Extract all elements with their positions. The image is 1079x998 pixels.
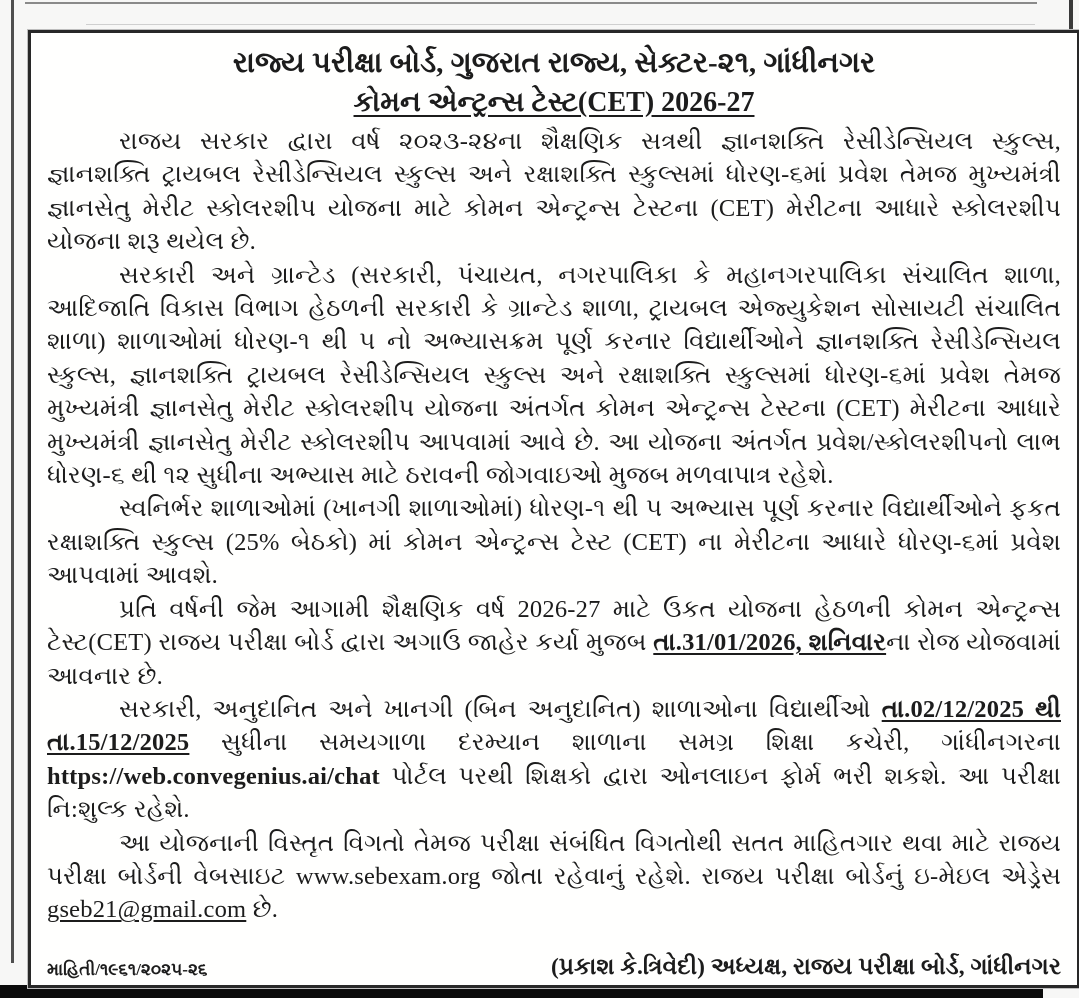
notice-subtitle	[47, 85, 1061, 121]
text-segment: ના રોજ યોજવામાં આવનાર છે.	[47, 629, 1061, 690]
paragraph-private-schools	[47, 492, 1061, 592]
chairman-signature: (પ્રકાશ કે.ત્રિવેદી) અધ્યક્ષ, રાજય પરીક્ષા બોર્ડ, ગાંધીનગર	[550, 954, 1061, 980]
document-footer	[47, 953, 1061, 981]
notice-subtitle-text: કોમન એન્ટ્રન્સ ટેસ્ટ(CET) 2026-27	[353, 87, 755, 118]
notice-document	[28, 30, 1079, 988]
paragraph-exam-date	[47, 593, 1061, 693]
text-segment: https://web.convegenius.ai/chat	[47, 762, 380, 790]
paragraph-registration	[47, 693, 1061, 827]
text-segment: તા.31/01/2026, શનિવાર	[653, 629, 887, 657]
text-segment: આ યોજનાની વિસ્તૃત વિગતો તેમજ પરીક્ષા સંબંધિત વિગતોથી સતત માહિતગાર થવા માટે રાજય પરીક્ષા બોર્ડની વેબસાઇટ	[47, 829, 1061, 890]
board-title: રાજ્ય પરીક્ષા બોર્ડ, ગુજરાત રાજ્ય, સેક્ટર-૨૧, ગાંધીનગર	[232, 47, 876, 79]
paragraph-scheme-intro	[47, 125, 1061, 259]
paragraph-govt-granted	[47, 259, 1061, 493]
text-segment: સરકારી અને ગ્રાન્ટેડ (સરકારી, પંચાયત, નગરપાલિકા કે મહાનગરપાલિકા સંચાલિત શાળા, આદિજાતિ વિકાસ વિભાગ હેઠળની સરકારી કે ગ્રાન્ટેડ શાળા, ટ્રાયબલ એજ્યુકેશન સોસાયટી સંચાલિત શાળા) શાળાઓમાં ધોરણ-૧ થી ૫ નો અભ્યાસક્રમ પૂર્ણ કરનાર વિદ્યાર્થીઓને જ્ઞાનશક્તિ રેસીડેન્સિયલ સ્કુલ્સ, જ્ઞાનશક્તિ ટ્રાયબલ રેસીડેન્સિયલ સ્કુલ્સ અને રક્ષાશક્તિ સ્કુલ્સમાં ધોરણ-૬માં પ્રવેશ તેમજ મુખ્યમંત્રી જ્ઞાનસેતુ મેરીટ સ્કોલરશીપ યોજના અંતર્ગત કોમન એન્ટ્રન્સ ટેસ્ટના (CET) મેરીટના આધારે મુખ્યમંત્રી જ્ઞાનસેતુ મેરીટ સ્કોલરશીપ આપવામાં આવે છે. આ યોજના અંતર્ગત પ્રવેશ/સ્કોલરશીપનો લાભ ધોરણ-૬ થી ૧૨ સુધીના અભ્યાસ માટે ઠરાવની જોગવાઇઓ મુજબ મળવાપાત્ર રહેશે.	[47, 261, 1061, 490]
text-segment: રાજય સરકાર દ્વારા વર્ષ ૨૦૨૩-૨૪ના શૈક્ષણિક સત્રથી જ્ઞાનશક્તિ રેસીડેન્સિયલ સ્કુલ્સ, જ્ઞાનશક્તિ ટ્રાયબલ રેસીડેન્સિયલ સ્કુલ્સ અને રક્ષાશક્તિ સ્કુલ્સમાં ધોરણ-૬માં પ્રવેશ તેમજ મુખ્યમંત્રી જ્ઞાનસેતુ મેરીટ સ્કોલરશીપ યોજના માટે કોમન એન્ટ્રન્સ ટેસ્ટના (CET) મેરીટના આધારે સ્કોલરશીપ યોજના શરૂ થયેલ છે.	[47, 128, 1061, 256]
text-segment: સ્વનિર્ભર શાળાઓમાં (ખાનગી શાળાઓમાં) ધોરણ-૧ થી ૫ અભ્યાસ પૂર્ણ કરનાર વિદ્યાર્થીઓને ફકત રક્ષાશક્તિ સ્કુલ્સ (25% બેઠકો) માં કોમન એન્ટ્રન્સ ટેસ્ટ (CET) ના મેરીટના આધારે ધોરણ-૬માં પ્રવેશ આપવામાં આવશે.	[47, 495, 1061, 590]
text-segment: સરકારી, અનુદાનિત અને ખાનગી (બિન અનુદાનિત) શાળાઓના વિદ્યાર્થીઓ	[119, 695, 882, 723]
scan-top-faint-line	[86, 24, 1035, 25]
text-segment: સુધીના સમયગાળા દરમ્યાન શાળાના સમગ્ર શિક્ષા કચેરી, ગાંધીનગરના	[189, 729, 1061, 757]
scan-left-margin-line	[11, 0, 14, 963]
text-segment: www.sebexam.org	[295, 862, 481, 890]
scan-right-line-top	[1069, 0, 1073, 30]
text-segment: જોતા રહેવાનું રહેશે. રાજય પરીક્ષા બોર્ડનું ઇ-મેઇલ એડ્રેસ	[480, 862, 1062, 890]
document-body	[47, 125, 1061, 951]
text-segment: gseb21@gmail.com	[47, 896, 247, 924]
text-segment: છે.	[246, 896, 279, 924]
text-segment: પોર્ટલ પરથી શિક્ષકો દ્વારા ઓનલાઇન ફોર્મ ભરી શકશે. આ પરીક્ષા નિ:શુલ્ક રહેશે.	[47, 762, 1061, 824]
reference-number: માહિતી/૧૯૬૧/૨૦૨૫-૨૬	[47, 960, 208, 979]
text-segment: તા.02/12/2025 થી તા.15/12/2025	[47, 695, 1061, 757]
text-segment: પ્રતિ વર્ષની જેમ આગામી શૈક્ષણિક વર્ષ 2026-27 માટે ઉકત યોજના હેઠળની કોમન એન્ટ્રન્સ ટેસ્ટ(CET) રાજય પરીક્ષા બોર્ડ દ્વારા અગાઉ જાહેર કર્યા મુજબ	[47, 595, 1061, 657]
paragraph-website-contact	[47, 827, 1061, 927]
scan-top-line	[25, 2, 1037, 4]
